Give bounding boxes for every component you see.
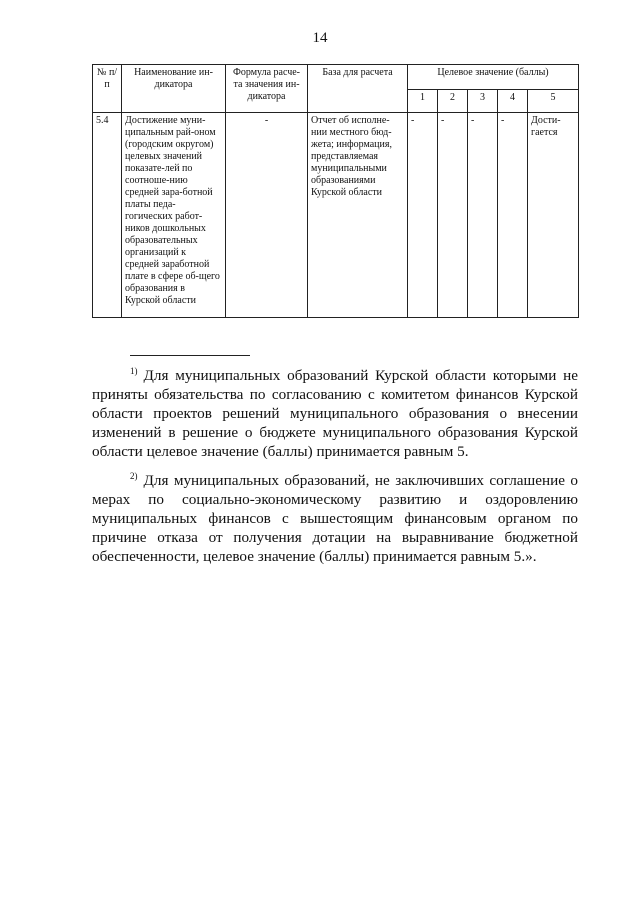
header-score-5: 5 [528, 90, 579, 113]
row-indicator-name: Достижение муни-ципальным рай-оном (городским округом) целевых значений показате-лей по соотноше-нию средней зара-ботной платы педа-гогических работ-ников дошкольных образовательных организаций к средней заработной плате в сфере об-щего образования в Курской области [122, 113, 226, 318]
table-header-row [93, 65, 579, 90]
header-indicator-name: Наименование ин-дикатора [122, 65, 226, 113]
page-number: 14 [312, 30, 328, 46]
footnote-separator [130, 355, 250, 356]
footnote-1-text: Для муниципальных образований Курской области которыми не приняты обязательства по согласованию с комитетом финансов Курской области проектов решений муниципального образования о внесении изменений в решение о бюджете муниципального образования Курской области целевое значение (баллы) принимается равным 5. [92, 367, 578, 460]
header-base: База для расчета [308, 65, 408, 113]
row-score-3: - [468, 113, 498, 318]
header-score-1: 1 [408, 90, 438, 113]
footnote-2-text: Для муниципальных образований, не заключивших соглашение о мерах по социально-экономическому развитию и оздоровлению муниципальных финансов с вышестоящим финансовым органом по причине отказа от получения дотации на выравнивание бюджетной обеспеченности, целевое значение (баллы) принимается равным 5.». [92, 472, 578, 565]
row-score-5: Дости-гается [528, 113, 579, 318]
header-formula: Формула расче-та значения ин-дикатора [226, 65, 308, 113]
indicator-table [92, 64, 579, 318]
row-score-1: - [408, 113, 438, 318]
row-formula: - [226, 113, 308, 318]
row-base: Отчет об исполне-нии местного бюд-жета; информация, представляемая муниципальными образованиями Курской области [308, 113, 408, 318]
row-score-2: - [438, 113, 468, 318]
header-score-2: 2 [438, 90, 468, 113]
footnote-2 [92, 471, 578, 566]
header-score-3: 3 [468, 90, 498, 113]
footnote-1 [92, 366, 578, 461]
footnote-1-marker: 1) [130, 366, 138, 376]
footnote-2-marker: 2) [130, 471, 138, 481]
row-score-4: - [498, 113, 528, 318]
header-number: № п/п [93, 65, 122, 113]
header-target-value: Целевое значение (баллы) [408, 65, 579, 90]
table-row [93, 113, 579, 318]
header-score-4: 4 [498, 90, 528, 113]
row-number: 5.4 [93, 113, 122, 318]
